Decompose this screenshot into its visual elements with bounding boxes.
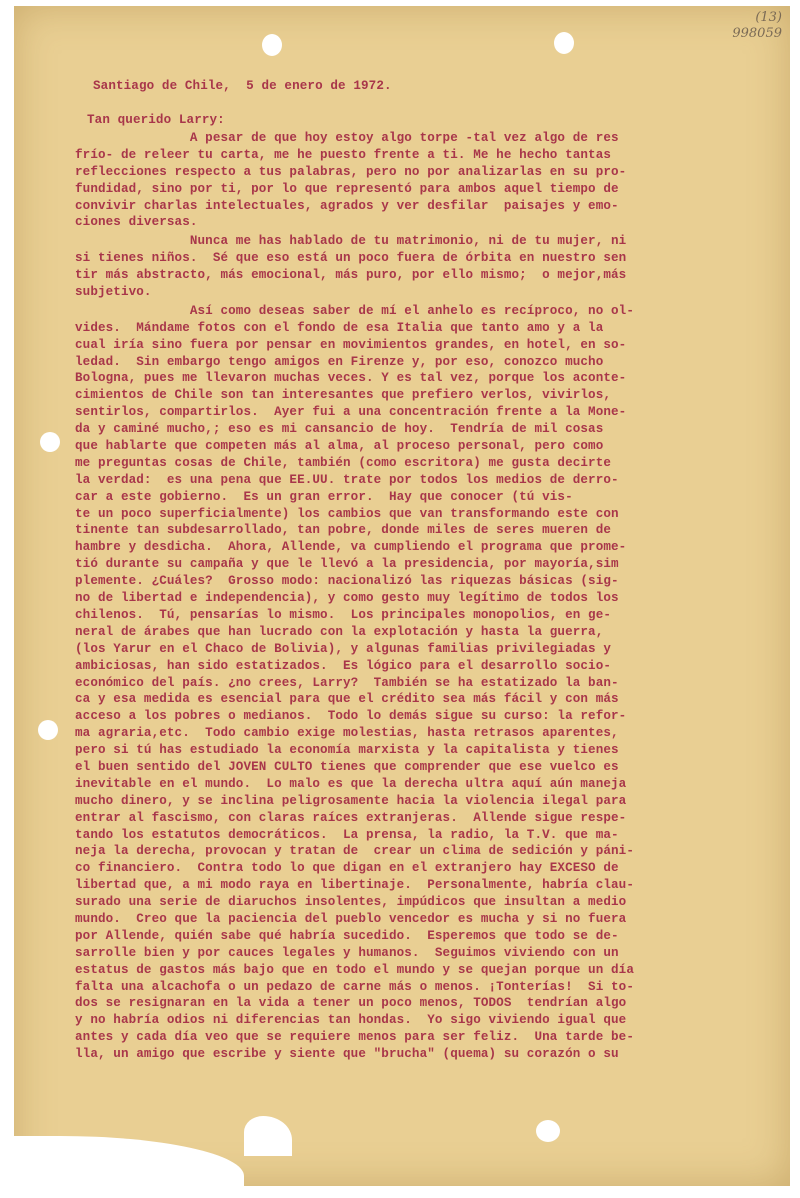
letter-line: hambre y desdicha. Ahora, Allende, va cumpliendo el programa que prome- [75, 540, 627, 555]
letter-line: te un poco superficialmente) los cambios que van transformando este con [75, 506, 619, 521]
letter-line: tando los estatutos democráticos. La prensa, la radio, la T.V. que ma- [75, 827, 619, 842]
letter-line: ledad. Sin embargo tengo amigos en Firenze y, por eso, conozco mucho [75, 354, 604, 369]
letter-line: no de libertad e independencia), y como gesto muy legítimo de todos los [75, 591, 619, 606]
punch-hole-left-upper [40, 432, 60, 452]
archive-reference [732, 10, 782, 42]
letter-line: libertad que, a mi modo raya en libertinaje. Personalmente, habría clau- [75, 878, 634, 893]
punch-hole-left-lower [38, 720, 58, 740]
letter-line: Nunca me has hablado de tu matrimonio, ni de tu mujer, ni [75, 234, 627, 249]
letter-body [75, 78, 780, 1063]
letter-paragraphs [75, 130, 780, 1063]
letter-line: acceso a los pobres o medianos. Todo lo demás sigue su curso: la refor- [75, 709, 627, 724]
letter-line: reflecciones respecto a tus palabras, pero no por analizarlas en su pro- [75, 164, 627, 179]
letter-line: car a este gobierno. Es un gran error. Hay que conocer (tú vis- [75, 489, 573, 504]
punch-hole-bottom-right [536, 1120, 560, 1142]
letter-line: co financiero. Contra todo lo que digan en el extranjero hay EXCESO de [75, 861, 619, 876]
letter-line: falta una alcachofa o un pedazo de carne más o menos. ¡Tonterías! Si to- [75, 979, 634, 994]
letter-line: ca y esa medida es esencial para que el crédito sea más fácil y con más [75, 692, 619, 707]
letter-date: Santiago de Chile, 5 de enero de 1972. [93, 79, 392, 93]
torn-edge-bottom-left [14, 1136, 244, 1186]
letter-line: sarrolle bien y por cauces legales y humanos. Seguimos viviendo con un [75, 945, 619, 960]
letter-line: (los Yarur en el Chaco de Bolivia), y algunas familias privilegiadas y [75, 641, 612, 656]
letter-paragraph [75, 233, 780, 301]
letter-line: surado una serie de diaruchos insolentes, impúdicos que insultan a medio [75, 895, 627, 910]
letter-line: neral de árabes que han lucrado con la explotación y hasta la guerra, [75, 624, 604, 639]
letter-line: sentirlos, compartirlos. Ayer fui a una concentración frente a la Mone- [75, 405, 627, 420]
letter-line: que hablarte que competen más al alma, al proceso personal, pero como [75, 439, 604, 454]
letter-line: antes y cada día veo que se requiere menos para ser feliz. Una tarde be- [75, 1030, 634, 1045]
letter-line: mucho dinero, y se inclina peligrosamente hacia la violencia ilegal para [75, 793, 627, 808]
letter-line: A pesar de que hoy estoy algo torpe -tal vez algo de res [75, 131, 619, 145]
letter-line: si tienes niños. Sé que eso está un poco fuera de órbita en nuestro sen [75, 251, 627, 266]
letter-line: económico del país. ¿no crees, Larry? También se ha estatizado la ban- [75, 675, 619, 690]
letter-line: la verdad: es una pena que EE.UU. trate por todos los medios de derro- [75, 472, 619, 487]
letter-line: plemente. ¿Cuáles? Grosso modo: nacionalizó las riquezas básicas (sig- [75, 574, 619, 589]
letter-line: dos se resignaran en la vida a tener un poco menos, TODOS tendrían algo [75, 996, 627, 1011]
letter-line: Así como deseas saber de mí el anhelo es recíproco, no ol- [75, 303, 634, 318]
letter-line: cual iría sino fuera por pensar en movimientos grandes, en hotel, en so- [75, 337, 627, 352]
letter-line: me preguntas cosas de Chile, también (como escritora) me gusta decirte [75, 455, 612, 470]
punch-hole-top-left [262, 34, 282, 56]
letter-line: cimientos de Chile son tan interesantes que prefiero verlos, vivirlos, [75, 388, 612, 403]
letter-line: tió durante su campaña y que le llevó a la presidencia, por mayoría,sim [75, 557, 619, 572]
letter-line: por Allende, quién sabe qué habría sucedido. Esperemos que todo se de- [75, 928, 619, 943]
letter-line: y no habría odios ni diferencias tan hondas. Yo sigo viviendo igual que [75, 1013, 627, 1028]
letter-line: ciones diversas. [75, 215, 198, 230]
letter-line: convivir charlas intelectuales, agrados y ver desfilar paisajes y emo- [75, 198, 619, 213]
torn-edge-bottom [244, 1116, 292, 1156]
letter-line: inevitable en el mundo. Lo malo es que la derecha ultra aquí aún maneja [75, 776, 627, 791]
letter-line: lla, un amigo que escribe y siente que "brucha" (quema) su corazón o su [75, 1047, 619, 1062]
letter-line: entrar al fascismo, con claras raíces extranjeras. Allende sigue respe- [75, 810, 627, 825]
letter-paragraph [75, 303, 780, 1063]
archive-code: 998059 [732, 26, 782, 41]
punch-hole-top-right [554, 32, 574, 54]
letter-line: pero si tú has estudiado la economía marxista y la capitalista y tienes [75, 743, 619, 758]
letter-line: ambiciosas, han sido estatizados. Es lógico para el desarrollo socio- [75, 658, 612, 673]
letter-line: tir más abstracto, más emocional, más puro, por ello mismo; o mejor,más [75, 268, 627, 283]
letter-paragraph [75, 130, 780, 231]
letter-line: vides. Mándame fotos con el fondo de esa Italia que tanto amo y a la [75, 320, 604, 335]
letter-line: fundidad, sino por ti, por lo que representó para ambos aquel tiempo de [75, 181, 619, 196]
letter-line: ma agraria,etc. Todo cambio exige molestias, hasta retrasos aparentes, [75, 726, 619, 741]
letter-line: mundo. Creo que la paciencia del pueblo vencedor es mucha y si no fuera [75, 911, 627, 926]
letter-line: frío- de releer tu carta, me he puesto frente a ti. Me he hecho tantas [75, 147, 612, 162]
letter-line: da y caminé mucho,; eso es mi cansancio de hoy. Tendría de mil cosas [75, 422, 604, 437]
letter-greeting: Tan querido Larry: [87, 113, 225, 127]
letter-line: Bologna, pues me llevaron muchas veces. Y es tal vez, porque los aconte- [75, 371, 627, 386]
letter-line: subjetivo. [75, 285, 152, 300]
letter-line: neja la derecha, provocan y tratan de crear un clima de sedición y páni- [75, 844, 634, 859]
archive-code-top: (13) [755, 10, 782, 25]
letter-line: el buen sentido del JOVEN CULTO tienes que comprender que ese vuelco es [75, 759, 619, 774]
letter-line: chilenos. Tú, pensarías lo mismo. Los principales monopolios, en ge- [75, 607, 612, 622]
letter-line: estatus de gastos más bajo que en todo el mundo y se quejan porque un día [75, 962, 634, 977]
letter-line: tinente tan subdesarrollado, tan pobre, donde miles de seres mueren de [75, 523, 612, 538]
